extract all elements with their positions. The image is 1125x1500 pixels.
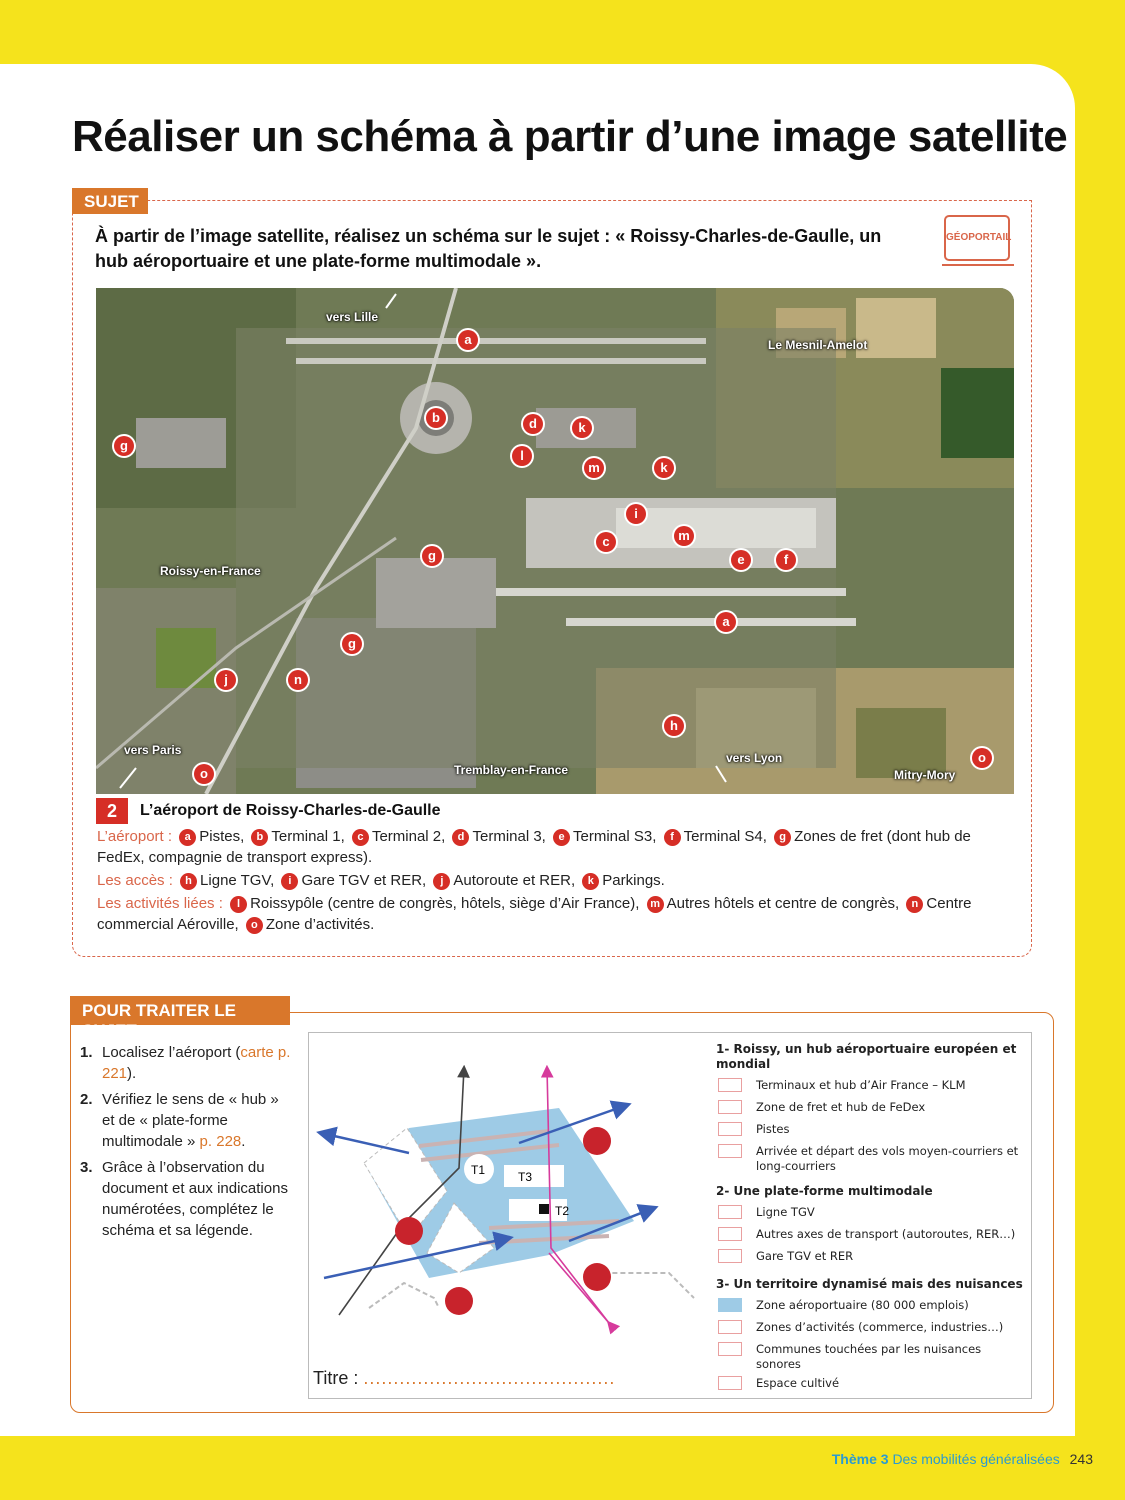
place-vers-paris: vers Paris (124, 743, 182, 757)
legend-item-l: Roissypôle (centre de congrès, hôtels, siège d’Air France), (250, 895, 640, 912)
step-text: Localisez l’aéroport ( (102, 1044, 241, 1061)
legend-swatch[interactable] (718, 1376, 742, 1390)
step-text-end: ). (127, 1065, 137, 1082)
place-roissy-en-france: Roissy-en-France (160, 564, 261, 578)
step-text-end: . (241, 1133, 246, 1150)
legend-acces-label: Les accès : (97, 872, 173, 889)
step-ref-link[interactable]: carte p. 221 (102, 1044, 291, 1082)
letter-h: h (180, 873, 197, 890)
marker-m: m (584, 458, 604, 478)
marker-a: a (716, 612, 736, 632)
footer-theme: Thème 3 (831, 1451, 889, 1467)
letter-g: g (774, 829, 791, 846)
legend-row (712, 1298, 1024, 1316)
legend-row (712, 1078, 1024, 1096)
legend-section-3: 3- Un territoire dynamisé mais des nuisances (716, 1277, 1023, 1291)
legend-label: Gare TGV et RER (756, 1249, 854, 1263)
legend-item-e: Terminal S3, (573, 828, 657, 845)
letter-b: b (251, 829, 268, 846)
geoportail-underline (942, 264, 1014, 266)
step-2 (80, 1089, 292, 1152)
legend-item-g: Zones de fret (dont hub de FedEx, compagnie de transport express). (97, 828, 971, 866)
letter-l: l (230, 896, 247, 913)
legend-aeroport (97, 826, 1017, 868)
letter-n: n (906, 896, 923, 913)
legend-item-c: Terminal 2, (371, 828, 446, 845)
marker-j: j (216, 670, 236, 690)
legend-item-d: Terminal 3, (472, 828, 546, 845)
marker-e: e (731, 550, 751, 570)
marker-a: a (458, 330, 478, 350)
legend-item-a: Pistes, (199, 828, 245, 845)
legend-row (712, 1122, 1024, 1140)
legend-row (712, 1205, 1024, 1223)
marker-g: g (342, 634, 362, 654)
legend-item-n: Centre commercial Aéroville, (97, 895, 972, 933)
legend-item-o: Zone d’activités. (265, 916, 375, 933)
legend-label: Zones d’activités (commerce, industries…) (756, 1320, 1004, 1334)
legend-swatch[interactable] (718, 1100, 742, 1114)
place-vers-lyon: vers Lyon (726, 751, 783, 765)
marker-n: n (288, 670, 308, 690)
legend-label: Zone aéroportuaire (80 000 emplois) (756, 1298, 969, 1312)
letter-c: c (352, 829, 369, 846)
legend-activites (97, 893, 1017, 935)
marker-i: i (626, 504, 646, 524)
schema-legend (712, 1042, 1024, 1398)
legend-swatch[interactable] (718, 1320, 742, 1334)
legend-item-k: Parkings. (602, 872, 665, 889)
step-1 (80, 1042, 292, 1084)
legend-label: Terminaux et hub d’Air France – KLM (756, 1078, 966, 1092)
page-title: Réaliser un schéma à partir d’une image satellite (72, 112, 1068, 161)
marker-h: h (664, 716, 684, 736)
label-t3: T3 (518, 1170, 533, 1184)
legend-row (712, 1376, 1024, 1394)
marker-d: d (523, 414, 543, 434)
step-number: 1. (80, 1044, 93, 1061)
marker-c: c (596, 532, 616, 552)
terminal-3 (504, 1165, 564, 1187)
legend-label: Pistes (756, 1122, 790, 1136)
sujet-question: À partir de l’image satellite, réalisez un schéma sur le sujet : « Roissy-Charles-de-Gaulle, un hub aéroportuaire et une plate-forme multimodale ». (95, 226, 882, 271)
marker-o: o (972, 748, 992, 768)
activity-zone (395, 1217, 423, 1245)
step-text: Grâce à l’observation du document et aux indications numérotées, complétez le schéma et sa légende. (102, 1159, 288, 1239)
marker-b: b (426, 408, 446, 428)
activity-zone (583, 1263, 611, 1291)
legend-label: Communes touchées par les nuisances sonores (756, 1342, 982, 1371)
letter-k: k (582, 873, 599, 890)
letter-e: e (553, 829, 570, 846)
schema-title-label: Titre : (313, 1368, 359, 1388)
geoportail-link[interactable]: GÉOPORTAIL (944, 215, 1010, 261)
page-number: 243 (1069, 1451, 1093, 1467)
marker-o: o (194, 764, 214, 784)
legend-swatch[interactable] (718, 1078, 742, 1092)
legend-section-1: 1- Roissy, un hub aéroportuaire européen et mondial (716, 1042, 1017, 1071)
legend-swatch[interactable] (718, 1122, 742, 1136)
legend-item-b: Terminal 1, (271, 828, 345, 845)
traiter-tag: POUR TRAITER LE SUJET (70, 996, 290, 1025)
legend-row (712, 1100, 1024, 1118)
legend-row (712, 1144, 1024, 1174)
legend-item-h: Ligne TGV, (200, 872, 275, 889)
steps-list (80, 1042, 292, 1246)
legend-section-2: 2- Une plate-forme multimodale (716, 1184, 933, 1198)
activity-zone (445, 1287, 473, 1315)
legend-label: Autres axes de transport (autoroutes, RER…) (756, 1227, 1016, 1241)
marker-k: k (654, 458, 674, 478)
schema-title-field[interactable] (313, 1368, 615, 1389)
place-vers-lille: vers Lille (326, 310, 379, 324)
letter-o: o (246, 917, 263, 934)
legend-aeroport-label: L’aéroport : (97, 828, 173, 845)
legend-item-m: Autres hôtels et centre de congrès, (666, 895, 900, 912)
step-text: Vérifiez le sens de « hub » et de « plate-forme multimodale » (102, 1091, 279, 1150)
figure-number: 2 (96, 798, 128, 824)
label-t1: T1 (471, 1163, 486, 1177)
legend-swatch[interactable] (718, 1205, 742, 1219)
letter-a: a (179, 829, 196, 846)
marker-l: l (512, 446, 532, 466)
legend-row (712, 1227, 1024, 1245)
figure-title: L’aéroport de Roissy-Charles-de-Gaulle (140, 802, 441, 819)
legend-label: Zone de fret et hub de FeDex (756, 1100, 926, 1114)
legend-swatch[interactable] (718, 1144, 742, 1158)
step-number: 2. (80, 1091, 93, 1108)
activity-zone (583, 1127, 611, 1155)
legend-row (712, 1249, 1024, 1267)
legend-item-j: Autoroute et RER, (453, 872, 576, 889)
footer-theme-name: Des mobilités généralisées (892, 1451, 1060, 1467)
legend-label: Espace cultivé (756, 1376, 840, 1390)
cargo-outline (369, 1283, 439, 1308)
step-3 (80, 1157, 292, 1241)
legend-swatch (718, 1298, 742, 1312)
legend-swatch[interactable] (718, 1227, 742, 1241)
step-ref-link[interactable]: p. 228 (199, 1133, 242, 1150)
legend-swatch[interactable] (718, 1342, 742, 1356)
step-number: 3. (80, 1159, 93, 1176)
letter-d: d (452, 829, 469, 846)
legend-item-i: Gare TGV et RER, (301, 872, 427, 889)
marker-f: f (776, 550, 796, 570)
label-t2: T2 (555, 1204, 570, 1218)
sujet-tag: SUJET (72, 188, 148, 214)
legend-acces (97, 870, 1017, 891)
legend-activites-label: Les activités liées : (97, 895, 223, 912)
page-footer (832, 1451, 1093, 1467)
place-tremblay-en-france: Tremblay-en-France (454, 763, 569, 777)
place-mitry-mory: Mitry-Mory (894, 768, 956, 782)
legend-row (712, 1342, 1024, 1372)
marker-m: m (674, 526, 694, 546)
marker-g: g (114, 436, 134, 456)
satellite-image (96, 288, 1014, 794)
legend-swatch[interactable] (718, 1249, 742, 1263)
letter-m: m (647, 896, 664, 913)
schema-drawing (309, 1033, 709, 1363)
legend-label: Arrivée et départ des vols moyen-courriers et long-courriers (756, 1144, 1019, 1173)
letter-j: j (433, 873, 450, 890)
marker-k: k (572, 418, 592, 438)
letter-f: f (664, 829, 681, 846)
marker-g: g (422, 546, 442, 566)
place-le-mesnil-amelot: Le Mesnil-Amelot (768, 338, 868, 352)
schema-title-dots: .......................................... (363, 1368, 616, 1388)
legend-label: Ligne TGV (756, 1205, 815, 1219)
satellite-drawing (96, 288, 1014, 794)
figure-legend (97, 826, 1017, 937)
tgv-station (539, 1204, 549, 1214)
letter-i: i (281, 873, 298, 890)
legend-row (712, 1320, 1024, 1338)
legend-item-f: Terminal S4, (683, 828, 767, 845)
